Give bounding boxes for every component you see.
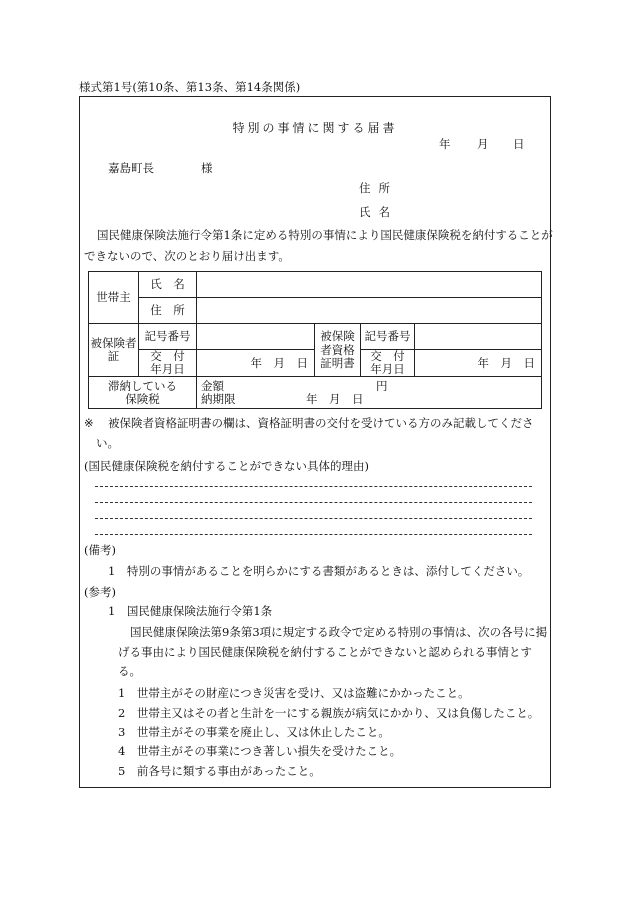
remarks-label: (備考) (84, 543, 116, 557)
delinquent-tax-label: 滞納している 保険税 (89, 377, 197, 409)
cert-issue-date-label: 交 付 年月日 (361, 350, 415, 377)
cert-issue-date-field[interactable]: 年 月 日 (415, 350, 542, 377)
remarks-item-1: 1 特別の事情があることを明らかにする書類があるときは、添付してください。 (108, 564, 530, 578)
delinquent-detail-field[interactable] (197, 377, 542, 409)
reason-line-3[interactable] (95, 518, 532, 519)
card-symbol-number-field[interactable] (197, 324, 315, 350)
date-year-label: 年 (439, 137, 451, 151)
reference-law-text-2: げる事由により国民健康保険税を納付することができないと認められる事情とす (118, 645, 532, 659)
note-line-1: 被保険者資格証明書の欄は、資格証明書の交付を受けている方のみ記載してくださ (108, 416, 534, 430)
reason-line-1[interactable] (95, 486, 532, 487)
reason-line-4[interactable] (95, 534, 532, 535)
name-label: 氏 名 (139, 272, 197, 298)
note-line-2: い。 (96, 436, 119, 450)
card-symbol-number-label: 記号番号 (139, 324, 197, 350)
reference-law-title: 1 国民健康保険法施行令第1条 (108, 604, 273, 618)
householder-name-field[interactable] (197, 272, 542, 298)
householder-label: 世帯主 (89, 272, 139, 324)
date-month-label: 月 (477, 137, 489, 151)
reason-line-2[interactable] (95, 502, 532, 503)
addressee: 嘉島町長 (108, 161, 154, 175)
deadline-label: 納期限 (201, 391, 236, 406)
law-item-1: 1 世帯主がその財産につき災害を受け、又は盗難にかかったこと。 (118, 686, 470, 700)
cert-symbol-number-field[interactable] (415, 324, 542, 350)
date-day-label: 日 (513, 137, 525, 151)
law-item-5: 5 前各号に類する事由があったこと。 (118, 764, 321, 778)
reference-law-text-1: 国民健康保険法第9条第3項に規定する政令で定める特別の事情は、次の各号に掲 (130, 625, 548, 639)
applicant-name-label: 氏名 (359, 205, 398, 219)
reference-label: (参考) (84, 585, 116, 599)
law-item-3: 3 世帯主がその事業を廃止し、又は休止したこと。 (118, 725, 390, 739)
law-item-2: 2 世帯主又はその者と生計を一にする親族が病気にかかり、又は負傷したこと。 (118, 706, 540, 720)
reference-law-text-3: る。 (118, 664, 141, 678)
card-issue-date-label: 交 付 年月日 (139, 350, 197, 377)
deadline-date: 年 月 日 (306, 391, 364, 406)
applicant-address-label: 住所 (359, 181, 398, 195)
yen-label: 円 (376, 378, 388, 393)
householder-address-field[interactable] (197, 298, 542, 324)
form-table (88, 271, 542, 409)
form-title: 特別の事情に関する届書 (232, 121, 398, 135)
law-item-4: 4 世帯主がその事業につき著しい損失を受けたこと。 (118, 744, 402, 758)
qualification-cert-label: 被保険 者資格 証明書 (315, 324, 361, 377)
amount-label: 金額 (201, 378, 224, 393)
form-number-label: 様式第1号(第10条、第13条、第14条関係) (79, 80, 301, 94)
honorific: 様 (201, 161, 213, 175)
note-mark: ※ (84, 416, 94, 430)
card-issue-date-field[interactable]: 年 月 日 (197, 350, 315, 377)
insured-card-label: 被保険者証 (89, 324, 139, 377)
address-label: 住 所 (139, 298, 197, 324)
cert-symbol-number-label: 記号番号 (361, 324, 415, 350)
intro-line-2: できないので、次のとおり届け出ます。 (84, 249, 290, 263)
form-frame (79, 96, 551, 788)
intro-line-1: 国民健康保険法施行令第1条に定める特別の事情により国民健康保険税を納付することが (97, 228, 553, 242)
reason-label: (国民健康保険税を納付することができない具体的理由) (84, 459, 369, 473)
